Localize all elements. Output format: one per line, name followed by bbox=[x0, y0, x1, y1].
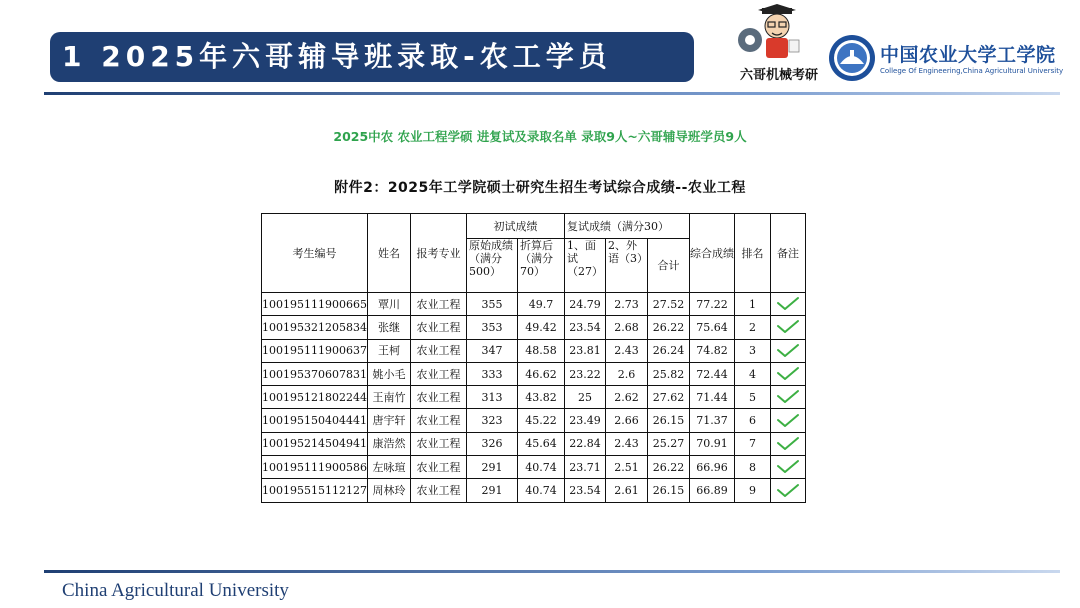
table-title: 附件2：2025年工学院硕士研究生招生考试综合成绩--农业工程 bbox=[334, 180, 746, 196]
header-retest: 复试成绩（满分30） bbox=[564, 214, 689, 239]
mascot-icon bbox=[734, 2, 806, 64]
cell-candidate-id: 100195214504941 bbox=[262, 432, 368, 455]
cell-candidate-id: 100195515112127 bbox=[262, 479, 368, 502]
cell-interview: 23.49 bbox=[564, 409, 605, 432]
cell-converted-score: 49.42 bbox=[517, 316, 564, 339]
cell-foreign-language: 2.43 bbox=[605, 339, 647, 362]
cell-subtotal: 27.52 bbox=[647, 293, 689, 316]
cell-name: 王柯 bbox=[367, 339, 410, 362]
cell-note bbox=[770, 409, 805, 432]
checkmark-icon bbox=[776, 319, 800, 335]
cell-note bbox=[770, 456, 805, 479]
cell-note bbox=[770, 316, 805, 339]
cell-candidate-id: 100195321205834 bbox=[262, 316, 368, 339]
cell-raw-score: 355 bbox=[466, 293, 517, 316]
cell-interview: 22.84 bbox=[564, 432, 605, 455]
cell-subtotal: 26.24 bbox=[647, 339, 689, 362]
header-initial-exam: 初试成绩 bbox=[466, 214, 564, 239]
cell-major: 农业工程 bbox=[410, 339, 466, 362]
header-interview: 1、面试（27） bbox=[564, 239, 605, 293]
checkmark-icon bbox=[776, 343, 800, 359]
cell-foreign-language: 2.68 bbox=[605, 316, 647, 339]
cell-name: 姚小毛 bbox=[367, 362, 410, 385]
cell-raw-score: 291 bbox=[466, 456, 517, 479]
cell-foreign-language: 2.66 bbox=[605, 409, 647, 432]
cell-rank: 8 bbox=[734, 456, 770, 479]
table-row bbox=[262, 362, 806, 385]
header-major: 报考专业 bbox=[410, 214, 466, 293]
cell-total: 66.89 bbox=[689, 479, 734, 502]
cell-name: 康浩然 bbox=[367, 432, 410, 455]
cell-converted-score: 43.82 bbox=[517, 386, 564, 409]
cell-note bbox=[770, 293, 805, 316]
cell-foreign-language: 2.62 bbox=[605, 386, 647, 409]
cell-interview: 25 bbox=[564, 386, 605, 409]
table-row bbox=[262, 386, 806, 409]
checkmark-icon bbox=[776, 459, 800, 475]
cell-candidate-id: 100195150404441 bbox=[262, 409, 368, 432]
header-converted-score: 折算后（满分70） bbox=[517, 239, 564, 293]
cell-candidate-id: 100195111900586 bbox=[262, 456, 368, 479]
bottom-divider bbox=[44, 570, 1060, 573]
table-row bbox=[262, 479, 806, 502]
cell-candidate-id: 100195370607831 bbox=[262, 362, 368, 385]
university-name: 中国农业大学工学院 bbox=[880, 44, 1056, 66]
cell-name: 周林玲 bbox=[367, 479, 410, 502]
cell-converted-score: 40.74 bbox=[517, 479, 564, 502]
admission-subtitle: 2025中农 农业工程学硕 进复试及录取名单 录取9人~六哥辅导班学员9人 bbox=[333, 129, 747, 144]
cell-name: 唐宇轩 bbox=[367, 409, 410, 432]
cell-note bbox=[770, 339, 805, 362]
header-rank: 排名 bbox=[734, 214, 770, 293]
cell-foreign-language: 2.6 bbox=[605, 362, 647, 385]
cell-rank: 3 bbox=[734, 339, 770, 362]
header-candidate-id: 考生编号 bbox=[262, 214, 368, 293]
cell-name: 王南竹 bbox=[367, 386, 410, 409]
table-row bbox=[262, 339, 806, 362]
cell-interview: 23.54 bbox=[564, 316, 605, 339]
cell-raw-score: 347 bbox=[466, 339, 517, 362]
header-name: 姓名 bbox=[367, 214, 410, 293]
cell-major: 农业工程 bbox=[410, 432, 466, 455]
top-divider bbox=[44, 92, 1060, 95]
cell-raw-score: 326 bbox=[466, 432, 517, 455]
cell-rank: 6 bbox=[734, 409, 770, 432]
cell-total: 74.82 bbox=[689, 339, 734, 362]
cell-total: 77.22 bbox=[689, 293, 734, 316]
table-row bbox=[262, 316, 806, 339]
cell-raw-score: 313 bbox=[466, 386, 517, 409]
cell-subtotal: 26.15 bbox=[647, 479, 689, 502]
title-banner bbox=[50, 32, 694, 82]
cell-major: 农业工程 bbox=[410, 456, 466, 479]
cell-foreign-language: 2.51 bbox=[605, 456, 647, 479]
cell-interview: 23.71 bbox=[564, 456, 605, 479]
cell-rank: 7 bbox=[734, 432, 770, 455]
cell-raw-score: 323 bbox=[466, 409, 517, 432]
cell-subtotal: 26.22 bbox=[647, 316, 689, 339]
cell-converted-score: 46.62 bbox=[517, 362, 564, 385]
cell-raw-score: 291 bbox=[466, 479, 517, 502]
university-seal-icon bbox=[828, 34, 876, 82]
cell-candidate-id: 100195111900665 bbox=[262, 293, 368, 316]
cell-major: 农业工程 bbox=[410, 316, 466, 339]
cell-candidate-id: 100195111900637 bbox=[262, 339, 368, 362]
checkmark-icon bbox=[776, 436, 800, 452]
cell-candidate-id: 100195121802244 bbox=[262, 386, 368, 409]
checkmark-icon bbox=[776, 413, 800, 429]
table-row bbox=[262, 409, 806, 432]
cell-note bbox=[770, 386, 805, 409]
cell-total: 71.37 bbox=[689, 409, 734, 432]
cell-foreign-language: 2.43 bbox=[605, 432, 647, 455]
cell-interview: 23.22 bbox=[564, 362, 605, 385]
header-foreign-language: 2、外语（3） bbox=[605, 239, 647, 293]
cell-converted-score: 45.22 bbox=[517, 409, 564, 432]
cell-subtotal: 26.22 bbox=[647, 456, 689, 479]
mascot-caption: 六哥机械考研 bbox=[739, 68, 818, 83]
checkmark-icon bbox=[776, 389, 800, 405]
cell-rank: 5 bbox=[734, 386, 770, 409]
checkmark-icon bbox=[776, 366, 800, 382]
cell-major: 农业工程 bbox=[410, 362, 466, 385]
cell-converted-score: 45.64 bbox=[517, 432, 564, 455]
cell-total: 70.91 bbox=[689, 432, 734, 455]
cell-name: 左咏瑄 bbox=[367, 456, 410, 479]
cell-subtotal: 26.15 bbox=[647, 409, 689, 432]
header-subtotal: 合计 bbox=[647, 239, 689, 293]
cell-foreign-language: 2.73 bbox=[605, 293, 647, 316]
cell-rank: 2 bbox=[734, 316, 770, 339]
cell-note bbox=[770, 362, 805, 385]
cell-rank: 9 bbox=[734, 479, 770, 502]
table-row bbox=[262, 293, 806, 316]
score-rows bbox=[262, 293, 806, 503]
cell-raw-score: 333 bbox=[466, 362, 517, 385]
cell-name: 张继 bbox=[367, 316, 410, 339]
header-raw-score: 原始成绩（满分500） bbox=[466, 239, 517, 293]
cell-note bbox=[770, 479, 805, 502]
cell-rank: 1 bbox=[734, 293, 770, 316]
checkmark-icon bbox=[776, 296, 800, 312]
university-subtitle: College Of Engineering,China Agricultural University bbox=[880, 67, 1064, 75]
cell-major: 农业工程 bbox=[410, 479, 466, 502]
cell-converted-score: 40.74 bbox=[517, 456, 564, 479]
cell-interview: 24.79 bbox=[564, 293, 605, 316]
cell-total: 66.96 bbox=[689, 456, 734, 479]
page-title: 1 2025年六哥辅导班录取-农工学员 bbox=[62, 40, 612, 73]
footer-university: China Agricultural University bbox=[62, 580, 289, 601]
cell-note bbox=[770, 432, 805, 455]
cell-major: 农业工程 bbox=[410, 293, 466, 316]
header-note: 备注 bbox=[770, 214, 805, 293]
cell-major: 农业工程 bbox=[410, 386, 466, 409]
cell-name: 覃川 bbox=[367, 293, 410, 316]
cell-subtotal: 25.27 bbox=[647, 432, 689, 455]
table-row bbox=[262, 432, 806, 455]
cell-converted-score: 48.58 bbox=[517, 339, 564, 362]
cell-total: 72.44 bbox=[689, 362, 734, 385]
score-table bbox=[261, 213, 806, 503]
table-row bbox=[262, 456, 806, 479]
header-total: 综合成绩 bbox=[689, 214, 734, 293]
cell-subtotal: 27.62 bbox=[647, 386, 689, 409]
cell-subtotal: 25.82 bbox=[647, 362, 689, 385]
cell-interview: 23.81 bbox=[564, 339, 605, 362]
cell-major: 农业工程 bbox=[410, 409, 466, 432]
cell-converted-score: 49.7 bbox=[517, 293, 564, 316]
cell-raw-score: 353 bbox=[466, 316, 517, 339]
cell-interview: 23.54 bbox=[564, 479, 605, 502]
cell-total: 75.64 bbox=[689, 316, 734, 339]
cell-total: 71.44 bbox=[689, 386, 734, 409]
cell-foreign-language: 2.61 bbox=[605, 479, 647, 502]
cell-rank: 4 bbox=[734, 362, 770, 385]
checkmark-icon bbox=[776, 483, 800, 499]
